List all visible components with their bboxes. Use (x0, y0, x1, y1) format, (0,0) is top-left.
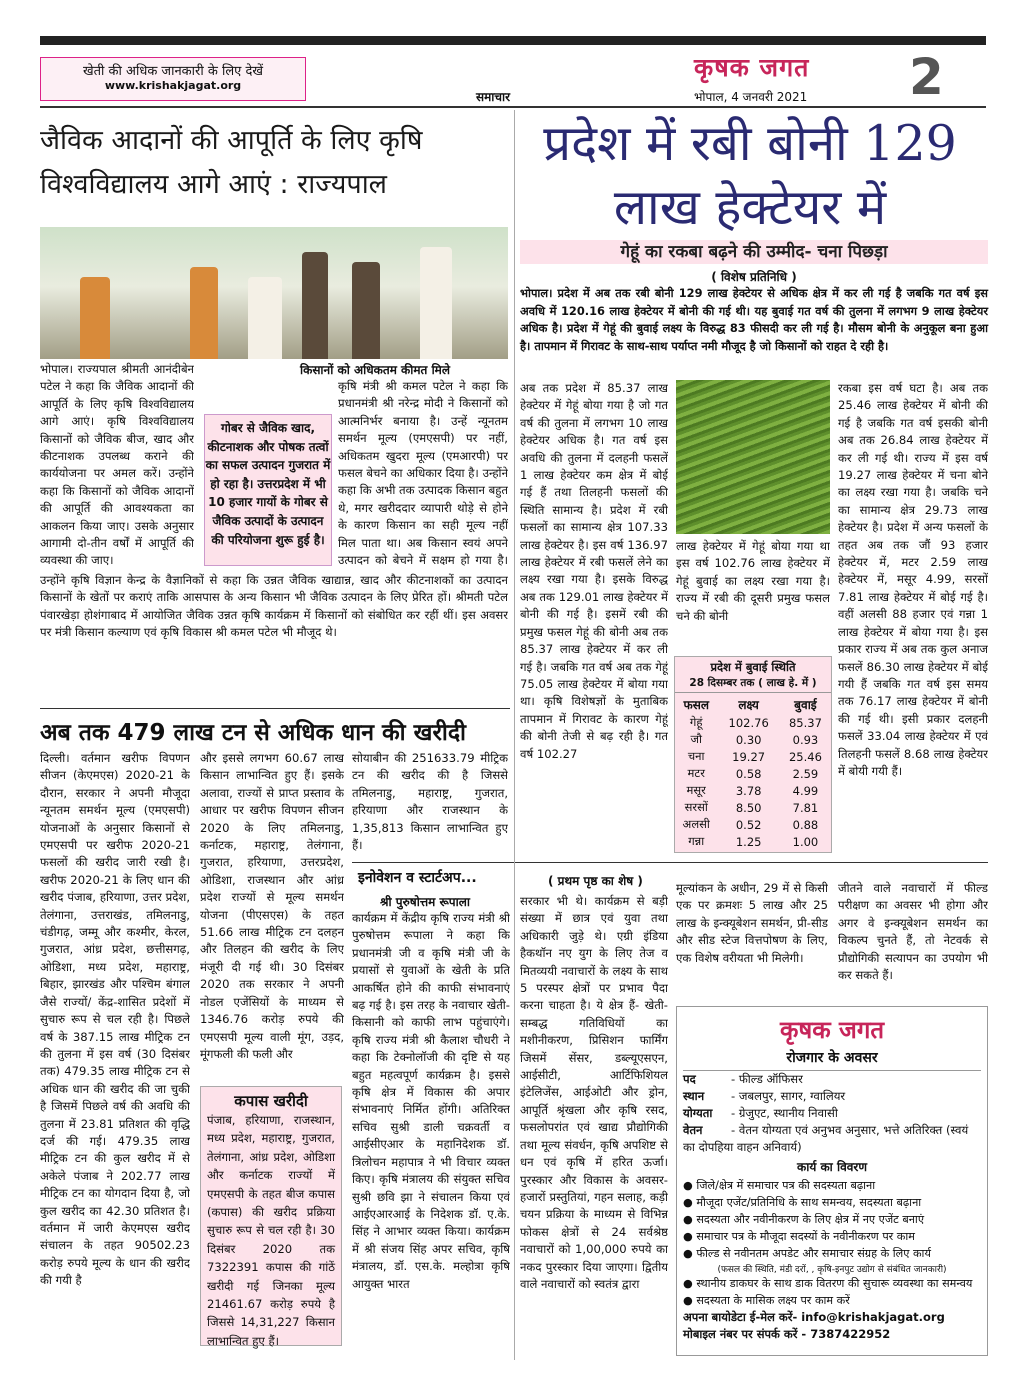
rabi-subhead: गेहूं का रकबा बढ़ने की उम्मीद- चना पिछड़ा (520, 240, 988, 264)
stats-title: प्रदेश में बुवाई स्थिति (710, 660, 796, 674)
stats-header: फसल (683, 698, 709, 712)
duties-list (683, 1177, 981, 1262)
crop-cell: जौ (690, 732, 702, 746)
newspaper-logo: कृषक जगत (694, 53, 810, 82)
duties-note: (फसल की स्थिति, मंडी दरों, , कृषि-इनपुट उद्योग से संबंधित जानकारी) (717, 1265, 947, 1275)
job-detail-row (683, 1071, 981, 1088)
list-item: ● स्थानीय डाकघर के साथ डाक वितरण की सुचारू व्यवस्था का समन्वय (683, 1275, 981, 1292)
job-detail-label: पद (683, 1072, 696, 1086)
governor-headline: जैविक आदानों की आपूर्ति के लिए कृषि विश्वविद्यालय आगे आएं : राज्यपाल (40, 125, 423, 200)
list-item: ● मौजूदा एजेंट/प्रतिनिधि के साथ समन्वय, सदस्यता बढ़ाना (683, 1194, 981, 1211)
table-row (675, 748, 831, 765)
target-cell: 1.25 (735, 834, 762, 849)
job-detail-value: - जबलपुर, सागर, ग्वालियर (731, 1089, 846, 1103)
sown-cell: 85.37 (788, 715, 822, 730)
target-cell: 102.76 (728, 715, 769, 730)
governor-highlight-box: गोबर से जैविक खाद, कीटनाशक और पोषक तत्वों का सफल उत्पादन गुजरात में हो रहा है। उत्तरप्रदेश में भी 10 हजार गायों के गोबर से जैविक उत्पादों के उत्पादन की परियोजना शुरू हुई है। (204, 414, 332, 566)
sown-cell: 0.93 (792, 732, 819, 747)
sowing-stats-table (674, 656, 832, 853)
photo-figure (302, 252, 328, 359)
jobs-title: रोजगार के अवसर (683, 1048, 981, 1071)
list-item: ● फील्ड से नवीनतम अपडेट और समाचार संग्रह के लिए कार्य (683, 1245, 981, 1262)
cotton-box (200, 1086, 342, 1346)
crop-cell: गन्ना (688, 834, 705, 848)
table-row (675, 799, 831, 816)
innovation-col2: सरकार भी थे। कार्यक्रम से बड़ी संख्या में छात्र एवं युवा तथा अधिकारी जुड़े थे। एग्री इंडिया हैकथॉन नए युग के लिए तेज व मितव्ययी नवाचारों के लक्ष्य के साथ 5 परस्पर क्षेत्रों पर प्रभाव पैदा करना चाहता है। ये क्षेत्र हैं- खेती-सम्बद्ध गतिविधियों का मशीनीकरण, प्रिसिशन फार्मिंग जिसमें सेंसर, डब्ल्यूएसएन, आईसीटी, आर्टिफिशियल इंटेलिजेंस, आईओटी और ड्रोन, आपूर्ति श्रृंखला और कृषि रसद, फसलोपरांत एवं खाद्य प्रौद्योगिकी तथा मूल्य संवर्धन, कृषि अपशिष्ट से धन एवं कृषि में हरित ऊर्जा। पुरस्कार और विकास के अवसर- हजारों प्रस्तुतियां, गहन सलाह, कड़ी चयन प्रक्रिया के माध्यम से विभिन्न फोकस क्षेत्रों से 24 सर्वश्रेष्ठ नवाचारों को 1,00,000 रुपये का नकद पुरस्कार दिया जाएगा। द्वितीय वाले नवाचारों को स्वतंत्र द्वारा (520, 894, 668, 1291)
jobs-advertisement (676, 1006, 988, 1356)
divider (352, 862, 988, 863)
sown-cell: 7.81 (792, 800, 819, 815)
website-promo-box (40, 57, 306, 101)
innovation-col4: जीतने वाले नवाचारों में फील्ड परीक्षण का अवसर भी होगा और अगर वे इन्क्यूबेशन समर्थन का विकल्प चुनते हैं, तो नेटवर्क से प्रौद्योगिकी सत्यापन का उपयोग भी कर सकते हैं। (838, 881, 988, 983)
innovation-col3: मूल्यांकन के अधीन, 29 में से किसी एक पर क्रमशः 5 लाख और 25 लाख के इन्क्यूबेशन समर्थन, प्री-सीड और सीड स्टेज वित्तपोषण के लिए, एक विशेष वरीयता भी मिलेगी। (676, 881, 828, 965)
governor-col1b: उन्होंने कृषि विज्ञान केन्द्र के वैज्ञानिकों से कहा कि उन्नत जैविक खाद्यान्न, खाद और कीटनाशकों का उत्पादन किसानों के खेतों पर कराएं ताकि आसपास के अन्य किसान भी जैविक उत्पादन के लिए प्रेरित हों। श्रीमती पटेल पंवारखेड़ा होशंगाबाद में आयोजित जैविक उन्नत कृषि कार्यक्रम में किसानों को संबोधित कर रहीं थीं। इस अवसर पर मंत्री किसान कल्याण एवं कृषि विकास श्री कमल पटेल भी मौजूद थे। (40, 573, 508, 640)
promo-text: खेती की अधिक जानकारी के लिए देखें (83, 64, 263, 79)
job-detail-value: - वेतन योग्यता एवं अनुभव अनुसार, भत्ते अतिरिक्त (स्वयं का दोपहिया वाहन अनिवार्य) (683, 1123, 969, 1154)
table-row (675, 816, 831, 833)
sown-cell: 25.46 (788, 749, 822, 764)
work-details-heading: कार्य का विवरण (797, 1160, 867, 1174)
page-number: 2 (909, 48, 944, 106)
photo-figure (248, 277, 282, 359)
sown-cell: 0.88 (792, 817, 819, 832)
sown-cell: 1.00 (792, 834, 819, 849)
table-row (675, 782, 831, 799)
photo-figure (190, 267, 218, 359)
job-detail-label: स्थान (683, 1089, 705, 1103)
job-detail-label: वेतन (683, 1123, 703, 1137)
masthead-rule (40, 106, 986, 108)
paddy-col2: और इससे लगभग 60.67 लाख किसान लाभान्वित हुए हैं। इसके अलावा, राज्यों से प्राप्त प्रस्ताव के आधार पर खरीफ विपणन सीजन 2020 के लिए तमिलनाडु, कर्नाटक, महाराष्ट्र, तेलंगाना, गुजरात, हरियाणा, उत्तरप्रदेश, ओडिशा, राजस्थान और आंध्र प्रदेश राज्यों से मूल्य समर्थन योजना (पीएसएस) के तहत 51.66 लाख मीट्रिक टन दलहन और तिलहन की खरीद के लिए मंजूरी दी गई थी। 30 दिसंबर 2020 तक सरकार ने अपनी नोडल एजेंसियों के माध्यम से 1346.76 करोड़ रुपये की एमएसपी मूल्य वाली मूंग, उड़द, मूंगफली की फली और (200, 751, 344, 1061)
crop-cell: सरसों (684, 800, 708, 814)
sown-cell: 2.59 (792, 766, 819, 781)
rabi-lead: भोपाल। प्रदेश में अब तक रबी बोनी 129 लाख हेक्टेयर से अधिक क्षेत्र में कर ली गई है जबकि गत वर्ष इस अवधि में 120.16 लाख हेक्टेयर में बोनी की गई थी। यह बुवाई गत वर्ष की तुलना में लगभग 9 लाख हेक्टेयर अधिक है। प्रदेश में गेहूं की बुवाई लक्ष्य के विरुद्ध 83 फीसदी कर ली गई है। मौसम बोनी के अनुकूल बना हुआ है। तापमान में गिरावट के साथ-साथ पर्याप्त नमी मौजूद है जो किसानों को राहत दे रही है। (520, 286, 988, 353)
contact-phone[interactable]: मोबाइल नंबर पर संपर्क करें - 7387422952 (683, 1327, 891, 1341)
column-divider (514, 110, 515, 1360)
list-item: ● सदस्यता के मासिक लक्ष्य पर काम करें (683, 1292, 981, 1309)
innovation-col1: कार्यक्रम में केंद्रीय कृषि राज्य मंत्री श्री पुरुषोत्तम रूपाला ने कहा कि प्रधानमंत्री जी व कृषि मंत्री जी के प्रयासों से युवाओं के खेती के प्रति आकर्षित होने की काफी संभावनाएं बढ़ गई है। इस तरह के नवाचार खेती-किसानी को काफी लाभ पहुंचाएंगे। कृषि राज्य मंत्री श्री कैलाश चौधरी ने कहा कि टेक्नोलॉजी की दृष्टि से यह बहुत महत्वपूर्ण कार्यक्रम है। इससे कृषि क्षेत्र में विकास की अपार संभावनाएं निर्मित होंगी। अतिरिक्त सचिव सुश्री डाली चक्रवर्ती व आईसीएआर के महानिदेशक डॉ. त्रिलोचन महापात्र ने भी विचार व्यक्त किए। कृषि मंत्रालय की संयुक्त सचिव सुश्री छवि झा ने संचालन किया एवं आईएआरआई के निदेशक डॉ. ए.के. सिंह ने आभार व्यक्त किया। कार्यक्रम में श्री संजय सिंह अपर सचिव, कृषि मंत्रालय, डॉ. एस.के. मल्होत्रा कृषि आयुक्त भारत (352, 911, 510, 1291)
stats-header: बुवाई (794, 698, 817, 712)
duties-list-2 (683, 1275, 981, 1309)
innovation-headline: इनोवेशन व स्टार्टअप... (358, 870, 477, 886)
divider (40, 708, 510, 709)
cotton-heading: कपास खरीदी (234, 1092, 308, 1110)
table-row (675, 714, 831, 731)
cotton-body: पंजाब, हरियाणा, राजस्थान, मध्य प्रदेश, महाराष्ट्र, गुजरात, तेलंगाना, आंध्र प्रदेश, ओडिशा और कर्नाटक राज्यों में एमएसपी के तहत बीज कपास (कपास) की खरीद प्रक्रिया सुचारु रूप से चल रही है। 30 दिसंबर 2020 तक 7322391 कपास की गांठें खरीदी गई जिनका मूल्य 21461.67 करोड़ रुपये है जिससे 14,31,227 किसान लाभान्वित हुए हैं। (207, 1113, 335, 1348)
dateline: भोपाल, 4 जनवरी 2021 (694, 90, 808, 104)
job-detail-row (683, 1105, 981, 1122)
crop-cell: अलसी (682, 817, 710, 831)
governor-col2: कृषि मंत्री श्री कमल पटेल ने कहा कि प्रधानमंत्री श्री नरेन्द्र मोदी ने किसानों को आत्मनिर्भर बनाया है। उन्हें न्यूनतम समर्थन मूल्य (एमएसपी) पर नहीं, अधिकतम खुदरा मूल्य (एमआरपी) पर फसल बेचने का अधिकार दिया है। उन्होंने कहा कि अभी तक उत्पादक किसान बहुत थे, मगर खरीददार व्यापारी थोड़े से होने के कारण किसान का सही मूल्य नहीं मिल पाता था। अब किसान स्वयं अपने उत्पादन को बेचने में सक्षम हो गया है। (338, 379, 508, 568)
innovation-continued-label: ( प्रथम पृष्ठ का शेष ) (548, 874, 643, 888)
table-row (675, 731, 831, 748)
innovation-name-sub: श्री पुरुषोत्तम रूपाला (380, 895, 470, 909)
paddy-headline: अब तक 479 लाख टन से अधिक धान की खरीदी (40, 720, 466, 746)
wheat-field-photo (676, 380, 830, 534)
governor-event-photo (40, 227, 508, 359)
crop-cell: मटर (687, 766, 705, 780)
paddy-col1: दिल्ली। वर्तमान खरीफ विपणन सीजन (केएमएस) 2020-21 के दौरान, सरकार ने अपनी मौजूदा न्यूनतम समर्थन मूल्य (एमएसपी) योजनाओं के अनुसार किसानों से एमएसपी पर खरीफ 2020-21 फसलों की खरीद जारी रखी है। खरीफ 2020-21 के लिए धान की खरीद पंजाब, हरियाणा, उत्तर प्रदेश, तेलंगाना, उत्तराखंड, तमिलनाडु, चंडीगढ़, जम्मू और कश्मीर, केरल, गुजरात, आंध्र प्रदेश, छत्तीसगढ़, ओडिशा, मध्य प्रदेश, महाराष्ट्र, बिहार, झारखंड और पश्चिम बंगाल जैसे राज्यों/ केंद्र-शासित प्रदेशों में सुचारु रूप से चल रही है। पिछले वर्ष के 387.15 लाख मीट्रिक टन की तुलना में इस वर्ष (30 दिसंबर तक) 479.35 लाख मीट्रिक टन से अधिक धान की खरीद की जा चुकी है जिसमें पिछले वर्ष की अवधि की तुलना में 23.81 प्रतिशत की वृद्धि दर्ज की गई। 479.35 लाख मीट्रिक टन की कुल खरीद में से अकेले पंजाब ने 202.77 लाख मीट्रिक टन का योगदान दिया है, जो कुल खरीद का 42.30 प्रतिशत है। वर्तमान में जारी केएमएस खरीद संचालन के तहत 90502.23 करोड़ रुपये मूल्य के धान की खरीद की गयी है (40, 751, 190, 1288)
section-label: समाचार (476, 90, 511, 104)
target-cell: 0.58 (735, 766, 762, 781)
table-row (675, 765, 831, 782)
list-item: ● सदस्यता और नवीनीकरण के लिए क्षेत्र में नए एजेंट बनाएं (683, 1211, 981, 1228)
target-cell: 0.30 (735, 732, 762, 747)
table-row (675, 833, 831, 850)
target-cell: 3.78 (735, 783, 762, 798)
target-cell: 8.50 (735, 800, 762, 815)
promo-url[interactable]: www.krishakjagat.org (104, 79, 242, 92)
paddy-col3: सोयाबीन की 251633.79 मीट्रिक टन की खरीद की है जिससे तमिलनाडु, महाराष्ट्र, गुजरात, हरियाणा और राजस्थान के 1,35,813 किसान लाभान्वित हुए हैं। (352, 751, 508, 853)
governor-subhead: किसानों को अधिकतम कीमत मिले (300, 363, 450, 377)
photo-figure (420, 247, 452, 359)
job-detail-value: - ग्रेजुएट, स्थानीय निवासी (731, 1106, 838, 1120)
target-cell: 0.52 (735, 817, 762, 832)
crop-cell: चना (687, 749, 705, 763)
job-detail-value: - फील्ड ऑफिसर (731, 1072, 803, 1086)
list-item: ● समाचार पत्र के मौजूदा सदस्यों के नवीनीकरण पर काम (683, 1228, 981, 1245)
photo-figure (352, 262, 380, 359)
rabi-col-a: अब तक प्रदेश में 85.37 लाख हेक्टेयर में गेहूं बोया गया है जो गत वर्ष की तुलना में लगभग 10 लाख हेक्टेयर अधिक है। गत वर्ष इस अवधि की तुलना में दलहनी फसलें 1 लाख हेक्टेयर कम क्षेत्र में बोई गई हैं तथा तिलहनी फसलों की स्थिति सामान्य है। प्रदेश में रबी फसलों का सामान्य क्षेत्र 107.33 लाख हेक्टेयर है। इस वर्ष 136.97 लाख हेक्टेयर में रबी फसलें लेने का लक्ष्य रखा गया है। इसके विरुद्ध अब तक 129.01 लाख हेक्टेयर में बोनी की गई है। इसमें रबी की प्रमुख फसल गेहूं की बोनी अब तक 85.37 लाख हेक्टेयर में कर ली गई है। जबकि गत वर्ष अब तक गेहूं 75.05 लाख हेक्टेयर में बोया गया था। कृषि विशेषज्ञों के मुताबिक तापमान में गिरावट के कारण गेहूं की बोनी तेजी से बढ़ रही है। गत वर्ष 102.27 (520, 381, 668, 761)
stats-grid (675, 695, 831, 850)
job-detail-row (683, 1122, 981, 1156)
rabi-headline: प्रदेश में रबी बोनी 129 लाख हेक्टेयर में (543, 115, 957, 236)
job-detail-row (683, 1088, 981, 1105)
target-cell: 19.27 (732, 749, 766, 764)
photo-figure (80, 277, 110, 359)
crop-cell: गेहूं (689, 715, 703, 729)
rabi-col-c: रकबा इस वर्ष घटा है। अब तक 25.46 लाख हेक्टेयर में बोनी की गई है जबकि गत वर्ष इसकी बोनी अब तक 26.84 लाख हेक्टेयर में कर ली गई थी। राज्य में इस वर्ष 19.27 लाख हेक्टेयर में चना बोने का लक्ष्य रखा गया है। जबकि चने का सामान्य क्षेत्र 29.73 लाख हेक्टेयर है। प्रदेश में अन्य फसलों के तहत अब तक जौं 93 हजार हेक्टेयर में, मटर 2.59 लाख हेक्टेयर में, मसूर 4.99, सरसों 7.81 लाख हेक्टेयर में बोई गई है। वहीं अलसी 88 हजार एवं गन्ना 1 लाख हेक्टेयर में बोया गया है। इस प्रकार राज्य में अब तक कुल अनाज फसलें 86.30 लाख हेक्टेयर में बोई गयी हैं जबकि गत वर्ष इस समय तक 76.17 लाख हेक्टेयर में बोनी की गई थी। इसी प्रकार दलहनी फसलें 33.04 लाख हेक्टेयर में एवं तिलहनी फसलें 8.68 लाख हेक्टेयर में बोयी गयी हैं। (838, 381, 988, 778)
rabi-correspondent: ( विशेष प्रतिनिधि ) (711, 270, 797, 284)
top-rule (40, 36, 986, 45)
contact-email[interactable]: अपना बायोडेटा ई-मेल करें- info@krishakjagat.org (683, 1310, 945, 1324)
list-item: ● जिले/क्षेत्र में समाचार पत्र की सदस्यता बढ़ाना (683, 1177, 981, 1194)
sown-cell: 4.99 (792, 783, 819, 798)
stats-header: लक्ष्य (738, 698, 759, 712)
stats-subtitle: 28 दिसम्बर तक ( लाख हे. में ) (675, 676, 831, 693)
jobs-brand-logo: कृषक जगत (779, 1016, 885, 1044)
rabi-col-b: लाख हेक्टेयर में गेहूं बोया गया था इस वर्ष 102.76 लाख हेक्टेयर में गेहूं बुवाई का लक्ष्य रखा गया है। राज्य में रबी की दूसरी प्रमुख फसल चने की बोनी (676, 539, 830, 623)
governor-col1: भोपाल। राज्यपाल श्रीमती आनंदीबेन पटेल ने कहा कि जैविक आदानों की आपूर्ति के लिए कृषि विश्वविद्यालय आगे आएं। कृषि विश्वविद्यालय किसानों को जैविक बीज, खाद और कीटनाशक उपलब्ध कराने की कार्ययोजना पर अमल करें। उन्होंने कहा कि किसानों को जैविक आदानों की आपूर्ति की आवश्यकता का आकलन किया जाए। उसके अनुसार आगामी दो-तीन वर्षों में आपूर्ति की व्यवस्था की जाए। (40, 362, 194, 568)
crop-cell: मसूर (686, 783, 706, 797)
job-detail-label: योग्यता (683, 1106, 713, 1120)
